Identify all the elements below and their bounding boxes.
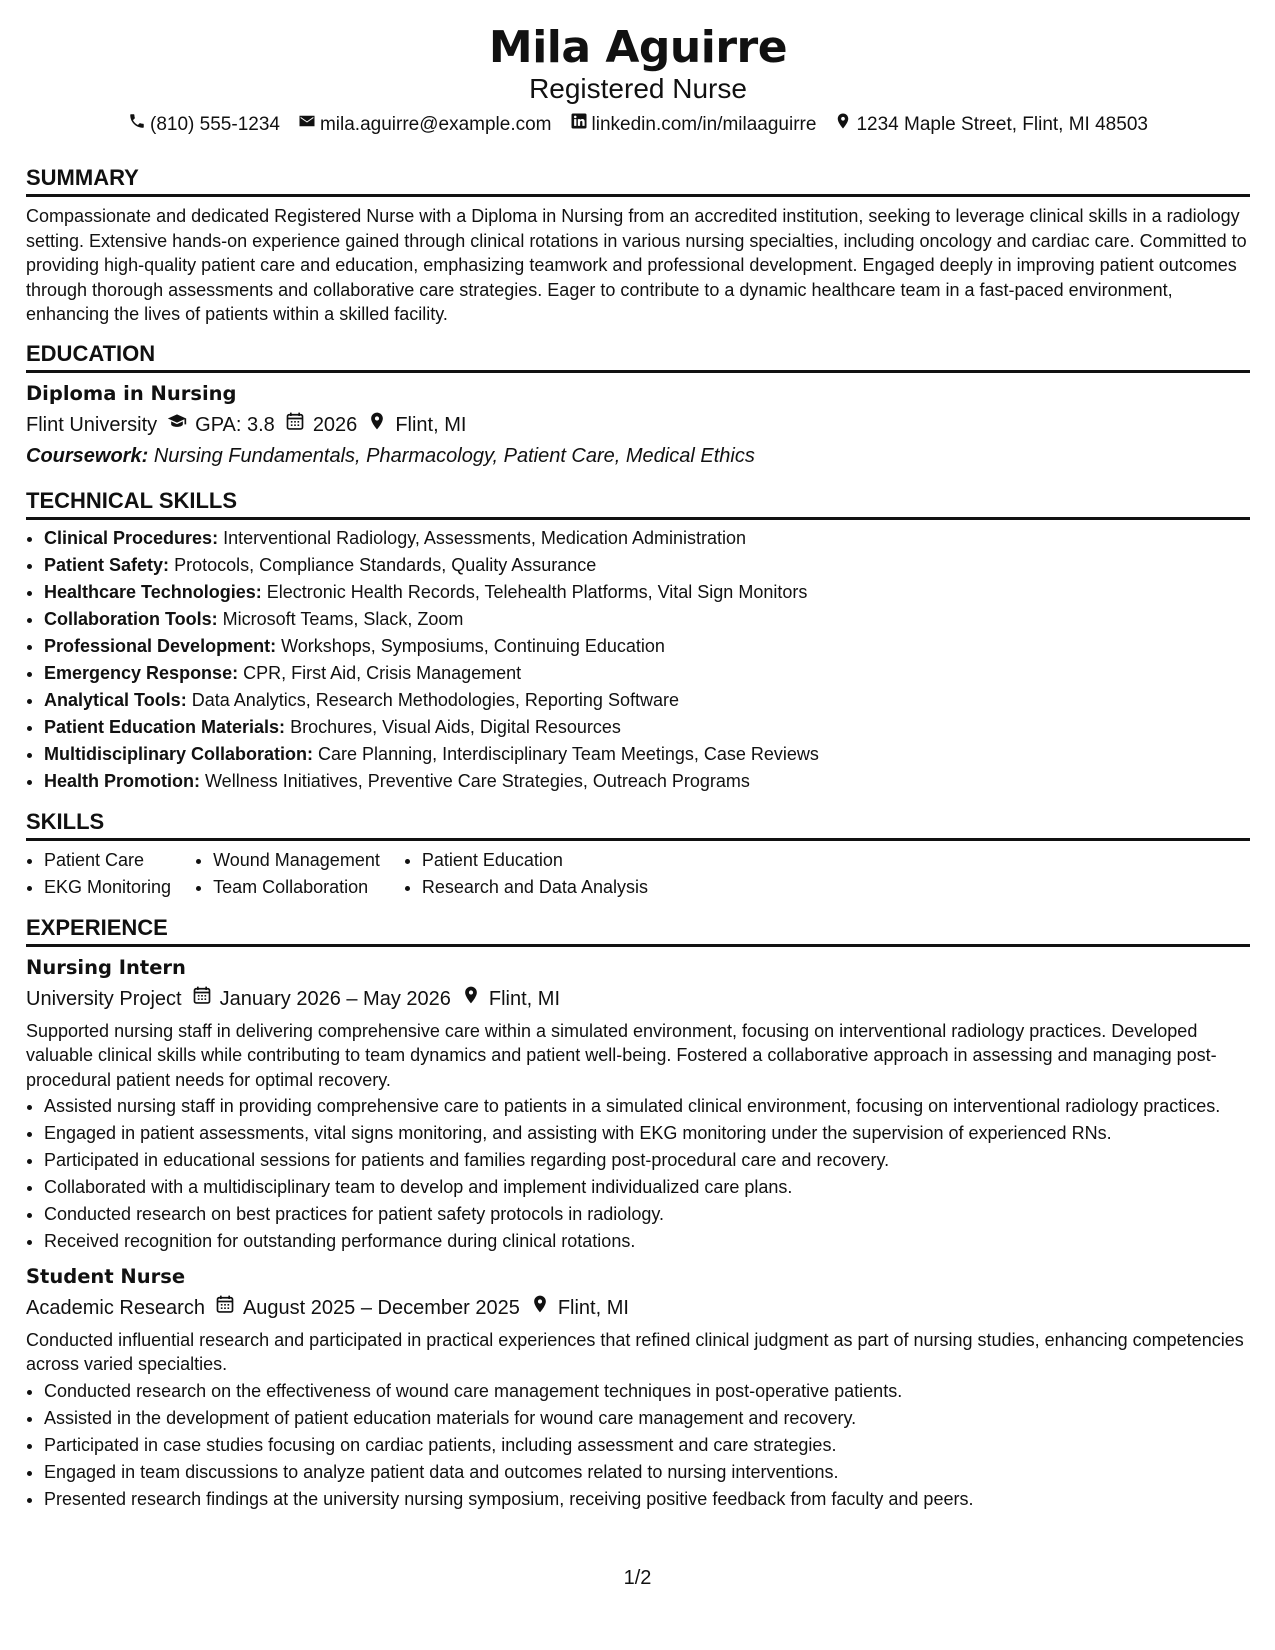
contact-bar <box>26 112 1250 137</box>
location-pin-icon <box>367 411 387 439</box>
skill-category: Healthcare Technologies: <box>44 581 262 602</box>
address-text: 1234 Maple Street, Flint, MI 48503 <box>856 113 1148 135</box>
education-location: Flint, MI <box>395 413 467 436</box>
list-item: • Participated in educational sessions for patients and families regarding post-procedural care and recovery. <box>44 1148 1250 1173</box>
job-meta <box>26 1294 1250 1322</box>
page-number: 1/2 <box>623 1567 652 1589</box>
list-item <box>44 525 1250 552</box>
skill-category: Health Promotion: <box>44 770 200 791</box>
skill-values: Care Planning, Interdisciplinary Team Meetings, Case Reviews <box>318 743 819 764</box>
skill-category: Analytical Tools: <box>44 689 187 710</box>
location-pin-icon <box>530 1294 550 1322</box>
list-item <box>44 687 1250 714</box>
skill-values: Data Analytics, Research Methodologies, Reporting Software <box>191 689 679 710</box>
job-summary: Supported nursing staff in delivering comprehensive care within a simulated environment, focusing on interventional radiology practices. Developed valuable clinical skills while contributing to team dynamics and patient well-being. Fostered a collaborative approach in assessing and managing post-procedural patient needs for optimal recovery. <box>26 1020 1217 1090</box>
job-title: Student Nurse <box>26 1264 186 1288</box>
list-item: • Assisted nursing staff in providing comprehensive care to patients in a simulated clinical environment, focusing on interventional radiology practices. <box>44 1094 1250 1119</box>
skill-category: Multidisciplinary Collaboration: <box>44 743 314 764</box>
skill-category: Patient Education Materials: <box>44 716 286 737</box>
linkedin-icon <box>570 112 588 137</box>
job-meta <box>26 985 1250 1013</box>
list-item <box>44 633 1250 660</box>
skill-category: Collaboration Tools: <box>44 608 218 629</box>
calendar-icon <box>215 1294 235 1322</box>
coursework-label: Coursework: <box>26 444 149 467</box>
skills-column <box>26 847 171 901</box>
contact-phone <box>128 112 280 137</box>
job-location-item <box>461 985 560 1013</box>
envelope-icon <box>298 112 316 137</box>
skill-values: Brochures, Visual Aids, Digital Resources <box>290 716 621 737</box>
skill-values: Wellness Initiatives, Preventive Care Strategies, Outreach Programs <box>205 770 750 791</box>
list-item <box>44 660 1250 687</box>
education-school: Flint University <box>26 413 158 436</box>
job-bullets <box>26 1379 1250 1512</box>
phone-text: (810) 555-1234 <box>150 113 280 135</box>
job-dates: January 2026 – May 2026 <box>219 987 451 1010</box>
skills-grid <box>26 847 1250 901</box>
education-meta <box>26 411 1250 439</box>
coursework-list: Nursing Fundamentals, Pharmacology, Patient Care, Medical Ethics <box>153 444 755 467</box>
skill-category: Emergency Response: <box>44 662 239 683</box>
list-item <box>44 552 1250 579</box>
list-item: • Patient Care <box>44 847 171 874</box>
education-location-item <box>367 411 466 439</box>
job-location-item <box>530 1294 629 1322</box>
list-item <box>44 579 1250 606</box>
contact-linkedin[interactable] <box>570 112 817 137</box>
section-heading-education: EDUCATION <box>26 341 1250 373</box>
summary-text: Compassionate and dedicated Registered Nurse with a Diploma in Nursing from an accredited institution, seeking to leverage clinical skills in a radiology setting. Extensive hands-on experience gained through clinical rotations in various nursing specialties, including oncology and cardiac care. Committed to providing high-quality patient care and education, emphasizing teamwork and professional development. Engaged deeply in improving patient outcomes through thorough assessments and collaborative care strategies. Eager to contribute to a dynamic healthcare team in a fast-paced environment, enhancing the lives of patients within a skilled facility. <box>26 206 1247 324</box>
technical-skills-list <box>26 525 1250 795</box>
list-item: • Patient Education <box>422 847 648 874</box>
experience-entry <box>26 955 1250 1254</box>
job-org: University Project <box>26 987 182 1010</box>
education-year: 2026 <box>312 413 358 436</box>
section-heading-summary: SUMMARY <box>26 165 1250 197</box>
job-summary: Conducted influential research and participated in practical experiences that refined clinical judgment as part of nursing studies, enhancing competencies across varied specialties. <box>26 1329 1244 1374</box>
job-dates: August 2025 – December 2025 <box>242 1296 520 1319</box>
list-item: • Conducted research on the effectiveness of wound care management techniques in post-operative patients. <box>44 1379 1250 1404</box>
education-degree: Diploma in Nursing <box>26 381 237 405</box>
resume-page <box>26 0 1250 1514</box>
skill-values: Workshops, Symposiums, Continuing Education <box>281 635 665 656</box>
skill-values: CPR, First Aid, Crisis Management <box>243 662 522 683</box>
contact-email[interactable] <box>298 112 552 137</box>
job-title: Nursing Intern <box>26 955 186 979</box>
section-heading-technical-skills: TECHNICAL SKILLS <box>26 488 1250 520</box>
list-item: • Presented research findings at the university nursing symposium, receiving positive feedback from faculty and peers. <box>44 1487 1250 1512</box>
list-item: • Participated in case studies focusing on cardiac patients, including assessment and care strategies. <box>44 1433 1250 1458</box>
skill-category: Patient Safety: <box>44 554 170 575</box>
job-location: Flint, MI <box>557 1296 629 1319</box>
experience-entry <box>26 1264 1250 1512</box>
skill-values: Interventional Radiology, Assessments, Medication Administration <box>223 527 747 548</box>
education-gpa: GPA: 3.8 <box>195 413 275 436</box>
section-heading-skills: SKILLS <box>26 809 1250 841</box>
job-location: Flint, MI <box>488 987 561 1010</box>
graduation-cap-icon <box>167 411 187 439</box>
job-bullets <box>26 1094 1250 1254</box>
job-org: Academic Research <box>26 1296 205 1319</box>
skill-values: Protocols, Compliance Standards, Quality Assurance <box>174 554 597 575</box>
list-item: • Wound Management <box>213 847 380 874</box>
list-item: • Collaborated with a multidisciplinary team to develop and implement individualized care plans. <box>44 1175 1250 1200</box>
location-pin-icon <box>834 112 852 137</box>
skills-column <box>404 847 648 901</box>
contact-address <box>834 112 1148 137</box>
list-item <box>44 606 1250 633</box>
list-item: • Engaged in team discussions to analyze patient data and outcomes related to nursing interventions. <box>44 1460 1250 1485</box>
list-item <box>44 741 1250 768</box>
job-dates-item <box>215 1294 520 1322</box>
candidate-name: Mila Aguirre <box>488 22 788 73</box>
list-item <box>44 714 1250 741</box>
skill-values: Electronic Health Records, Telehealth Platforms, Vital Sign Monitors <box>266 581 808 602</box>
skill-category: Clinical Procedures: <box>44 527 219 548</box>
list-item <box>44 768 1250 795</box>
skills-column <box>195 847 380 901</box>
list-item: • Team Collaboration <box>213 874 380 901</box>
list-item: • Research and Data Analysis <box>422 874 648 901</box>
phone-icon <box>128 112 146 137</box>
linkedin-link[interactable]: linkedin.com/in/milaaguirre <box>591 113 817 135</box>
education-gpa-item <box>167 411 275 439</box>
job-dates-item <box>192 985 451 1013</box>
education-coursework <box>26 442 1250 470</box>
list-item: • EKG Monitoring <box>44 874 171 901</box>
email-link[interactable]: mila.aguirre@example.com <box>319 113 552 135</box>
skill-values: Microsoft Teams, Slack, Zoom <box>222 608 464 629</box>
location-pin-icon <box>461 985 481 1013</box>
calendar-icon <box>192 985 212 1013</box>
list-item: • Conducted research on best practices for patient safety protocols in radiology. <box>44 1202 1250 1227</box>
education-year-item <box>285 411 358 439</box>
calendar-icon <box>285 411 305 439</box>
list-item: • Received recognition for outstanding performance during clinical rotations. <box>44 1229 1250 1254</box>
list-item: • Assisted in the development of patient education materials for wound care management and recovery. <box>44 1406 1250 1431</box>
list-item: • Engaged in patient assessments, vital signs monitoring, and assisting with EKG monitoring under the supervision of experienced RNs. <box>44 1121 1250 1146</box>
section-heading-experience: EXPERIENCE <box>26 915 1250 947</box>
candidate-title: Registered Nurse <box>529 73 747 104</box>
skill-category: Professional Development: <box>44 635 277 656</box>
